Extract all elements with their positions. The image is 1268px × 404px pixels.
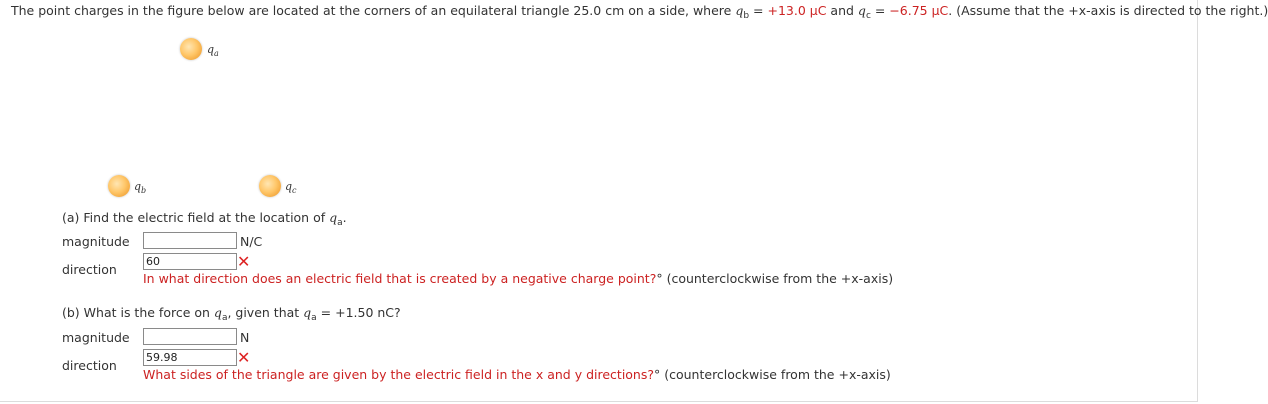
part-a-direction-label: direction: [62, 262, 117, 277]
part-b-direction-label: direction: [62, 358, 117, 373]
qb-equals: =: [749, 3, 768, 18]
qc-symbol: q: [857, 3, 866, 18]
intro-text: The point charges in the figure below are located at the corners of an equilateral triangle 25.0 cm on a side, where: [11, 3, 736, 18]
part-a-question: (a) Find the electric field at the location of $q_a$.: [62, 210, 347, 228]
part-b-direction-input[interactable]: [143, 349, 237, 366]
charge-qc: [259, 175, 281, 197]
part-a-magnitude-unit: N/C: [240, 234, 263, 249]
qb-symbol: q: [735, 3, 744, 18]
qc-subscript: c: [865, 11, 871, 21]
part-a-magnitude-input[interactable]: [143, 232, 237, 249]
qc-value: −6.75 μC: [889, 3, 949, 18]
intro-and: and: [826, 3, 858, 18]
qb-subscript: b: [743, 11, 750, 21]
part-a-direction-hint: In what direction does an electric field that is created by a negative charge point?° (counterclockwise from the +x-axis): [143, 271, 894, 286]
qb-value: +13.0 μC: [767, 3, 827, 18]
part-a-incorrect-icon: ✕: [237, 252, 251, 271]
charge-qc-label: $q_c$: [285, 180, 297, 196]
problem-statement: [11, 3, 1268, 21]
charge-qa-label: $q_a$: [207, 43, 219, 59]
part-b-magnitude-label: magnitude: [62, 330, 130, 345]
qc-equals: =: [870, 3, 890, 18]
part-b-question: (b) What is the force on $q_a$, given that $q_a = +1.50$ nC?: [62, 305, 401, 323]
part-a-magnitude-label: magnitude: [62, 234, 130, 249]
intro-suffix: . (Assume that the +x-axis is directed to the right.): [948, 3, 1268, 18]
charge-qb: [108, 175, 130, 197]
charge-qa: [180, 38, 202, 60]
part-b-magnitude-input[interactable]: [143, 328, 237, 345]
part-b-magnitude-unit: N: [240, 330, 250, 345]
charge-qb-label: $q_b$: [134, 180, 147, 196]
part-b-incorrect-icon: ✕: [237, 348, 251, 367]
part-a-direction-input[interactable]: [143, 253, 237, 270]
part-b-direction-hint: What sides of the triangle are given by the electric field in the x and y directions?° (counterclockwise from the +x-axis): [143, 367, 891, 382]
